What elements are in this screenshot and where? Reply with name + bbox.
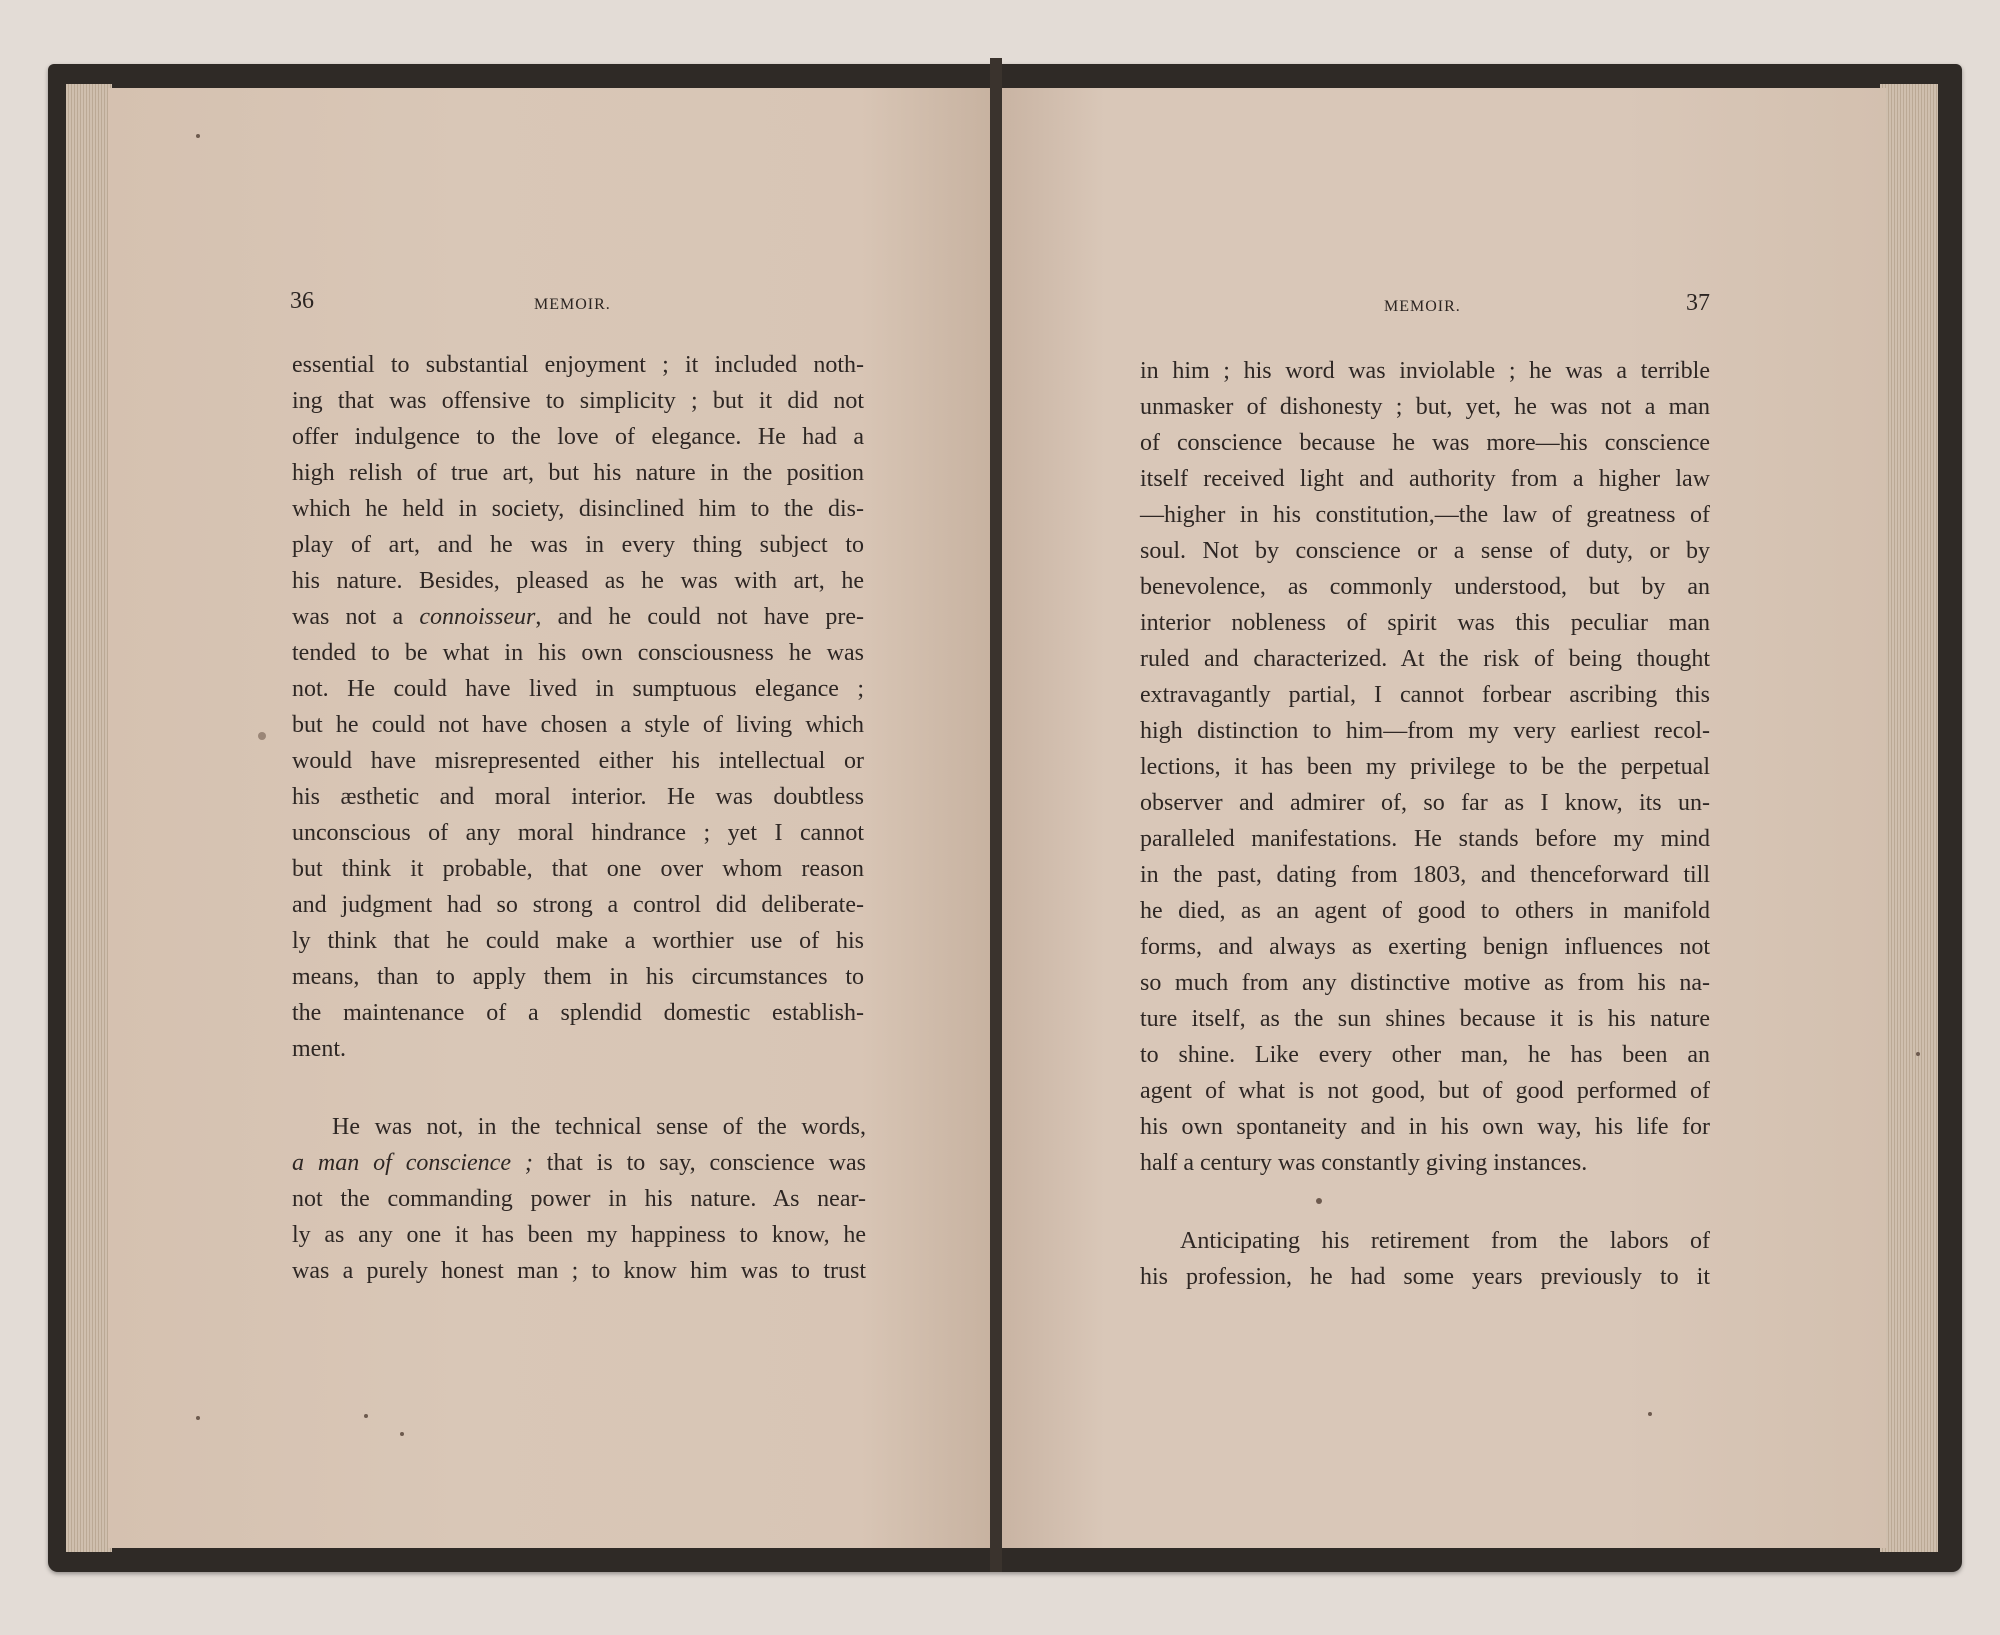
text-line: not the commanding power in his nature. As near-: [292, 1186, 866, 1212]
text-line-man-of-conscience: [292, 1148, 866, 1178]
paper-speck: [364, 1414, 368, 1418]
text-line: not. He could have lived in sumptuous elegance ;: [292, 676, 864, 702]
running-head-right: MEMOIR.: [1384, 298, 1461, 315]
text-line: of conscience because he was more—his conscience: [1140, 430, 1710, 456]
text-line: ment.: [292, 1036, 346, 1062]
text-line: soul. Not by conscience or a sense of duty, or by: [1140, 538, 1710, 564]
paper-speck: [196, 134, 200, 138]
text-line: so much from any distinctive motive as from his na-: [1140, 970, 1710, 996]
text-line: high distinction to him—from my very earliest recol-: [1140, 718, 1710, 744]
text-line: benevolence, as commonly understood, but by an: [1140, 574, 1710, 600]
text-line: in the past, dating from 1803, and thenceforward till: [1140, 862, 1710, 888]
text-line: means, than to apply them in his circumstances to: [292, 964, 864, 990]
paper-speck: [196, 1416, 200, 1420]
page-number-left: 36: [290, 288, 314, 314]
text-line: He was not, in the technical sense of the words,: [332, 1114, 866, 1140]
italic-word: connoisseur: [419, 604, 536, 630]
text-line: forms, and always as exerting benign influences not: [1140, 934, 1710, 960]
text-line: was a purely honest man ; to know him was to trust: [292, 1258, 866, 1284]
page-number-right: 37: [1686, 290, 1710, 316]
text-line: agent of what is not good, but of good performed of: [1140, 1078, 1710, 1104]
right-page-edges: [1880, 84, 1938, 1552]
book-gutter: [990, 58, 1002, 1572]
text-run: , and he could not have pre-: [535, 604, 864, 630]
paper-speck: [1916, 1052, 1920, 1056]
text-line: his nature. Besides, pleased as he was with art, he: [292, 568, 864, 594]
text-line: high relish of true art, but his nature in the position: [292, 460, 864, 486]
text-line: would have misrepresented either his intellectual or: [292, 748, 864, 774]
text-line: ly as any one it has been my happiness to know, he: [292, 1222, 866, 1248]
text-line: unconscious of any moral hindrance ; yet I cannot: [292, 820, 864, 846]
text-line: the maintenance of a splendid domestic establish-: [292, 1000, 864, 1026]
text-line: and judgment had so strong a control did deliberate-: [292, 892, 864, 918]
text-line: his own spontaneity and in his own way, his life for: [1140, 1114, 1710, 1140]
text-run: that is to say, conscience was: [532, 1150, 866, 1176]
text-line: play of art, and he was in every thing subject to: [292, 532, 864, 558]
text-line: tended to be what in his own consciousness he was: [292, 640, 864, 666]
text-line: interior nobleness of spirit was this peculiar man: [1140, 610, 1710, 636]
text-line-connoisseur: [292, 602, 864, 632]
italic-phrase: a man of conscience ;: [292, 1150, 533, 1176]
text-line: —higher in his constitution,—the law of greatness of: [1140, 502, 1710, 528]
text-line: extravagantly partial, I cannot forbear ascribing this: [1140, 682, 1710, 708]
text-line: his æsthetic and moral interior. He was doubtless: [292, 784, 864, 810]
left-page-edges: [66, 84, 112, 1552]
paper-speck: [1316, 1198, 1322, 1204]
text-line: ture itself, as the sun shines because it is his nature: [1140, 1006, 1710, 1032]
paper-speck: [258, 732, 266, 740]
text-line: ruled and characterized. At the risk of being thought: [1140, 646, 1710, 672]
text-line: his profession, he had some years previously to it: [1140, 1264, 1710, 1290]
text-line: ly think that he could make a worthier use of his: [292, 928, 864, 954]
text-line: Anticipating his retirement from the labors of: [1180, 1228, 1710, 1254]
paper-speck: [1648, 1412, 1652, 1416]
text-line: half a century was constantly giving instances.: [1140, 1150, 1588, 1176]
text-line: offer indulgence to the love of elegance. He had a: [292, 424, 864, 450]
paper-speck: [400, 1432, 404, 1436]
text-line: lections, it has been my privilege to be the perpetual: [1140, 754, 1710, 780]
text-run: was not a: [292, 604, 420, 630]
text-line: paralleled manifestations. He stands before my mind: [1140, 826, 1710, 852]
text-line: in him ; his word was inviolable ; he was a terrible: [1140, 358, 1710, 384]
running-head-left: MEMOIR.: [534, 296, 611, 313]
text-line: but think it probable, that one over whom reason: [292, 856, 864, 882]
text-line: essential to substantial enjoyment ; it included noth-: [292, 352, 864, 378]
text-line: ing that was offensive to simplicity ; but it did not: [292, 388, 864, 414]
text-line: unmasker of dishonesty ; but, yet, he was not a man: [1140, 394, 1710, 420]
text-line: to shine. Like every other man, he has been an: [1140, 1042, 1710, 1068]
text-line: but he could not have chosen a style of living which: [292, 712, 864, 738]
text-line: he died, as an agent of good to others in manifold: [1140, 898, 1710, 924]
text-line: observer and admirer of, so far as I know, its un-: [1140, 790, 1710, 816]
text-line: which he held in society, disinclined him to the dis-: [292, 496, 864, 522]
text-line: itself received light and authority from a higher law: [1140, 466, 1710, 492]
